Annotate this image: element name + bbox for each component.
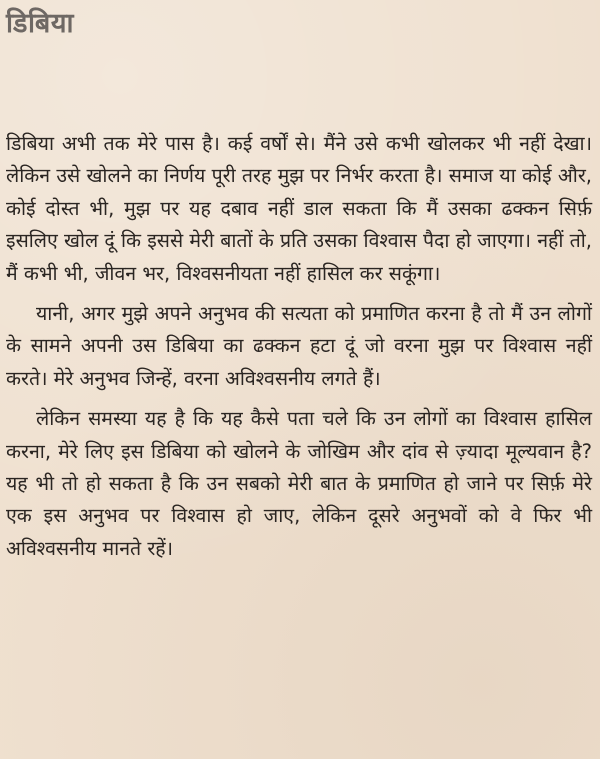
paragraph-1: डिबिया अभी तक मेरे पास है। कई वर्षों से। मैंने उसे कभी खोलकर भी नहीं देखा। लेकिन उसे खोलने का निर्णय पूरी तरह मुझ पर निर्भर करता है। समाज या कोई और, कोई दोस्त भी, मुझ पर यह दबाव नहीं डाल सकता कि मैं उसका ढक्कन सिर्फ़ इसलिए खोल दूं कि इससे मेरी बातों के प्रति उसका विश्वास पैदा हो जाएगा। नहीं तो, मैं कभी भी, जीवन भर, विश्वसनीयता नहीं हासिल कर सकूंगा। (6, 132, 592, 285)
paragraph-3: लेकिन समस्या यह है कि यह कैसे पता चले कि उन लोगों का विश्वास हासिल करना, मेरे लिए इस डिबिया को खोलने के जोखिम और दांव से ज़्यादा मूल्यवान है? यह भी तो हो सकता है कि उन सबको मेरी बात के प्रमाणित हो जाने पर सिर्फ़ मेरे एक इस अनुभव पर विश्वास हो जाए, लेकिन दूसरे अनुभवों को वे फिर भी अविश्वसनीय मानते रहें। (6, 407, 592, 560)
paragraph-2: यानी, अगर मुझे अपने अनुभव की सत्यता को प्रमाणित करना है तो मैं उन लोगों के सामने अपनी उस डिबिया का ढक्कन हटा दूं जो वरना मुझ पर विश्वास नहीं करते। मेरे अनुभव जिन्हें, वरना अविश्वसनीय लगते हैं। (6, 302, 592, 390)
bleed-through-texture (120, 6, 590, 26)
page-title: डिबिया (6, 8, 75, 39)
article-body (6, 128, 592, 573)
